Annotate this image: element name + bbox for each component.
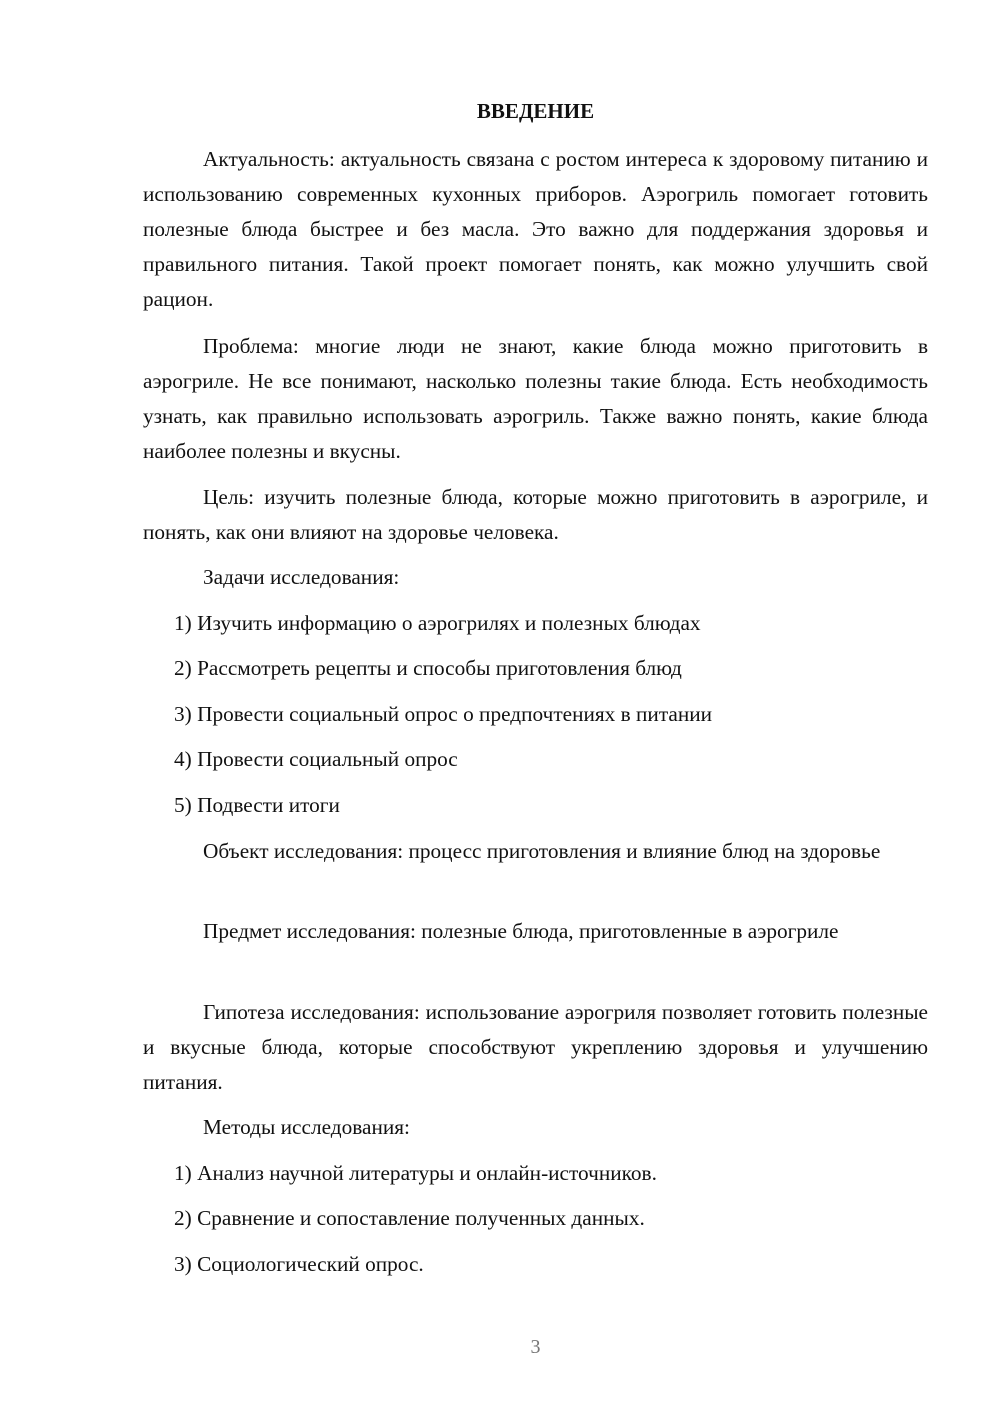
problem-paragraph: Проблема: многие люди не знают, какие блюда можно приготовить в аэрогриле. Не все понимают, насколько полезны такие блюда. Есть необходимость узнать, как правильно использовать аэрогриль. Также важно понять, какие блюда наиболее полезны и вкусны. (143, 334, 928, 463)
tasks-label: Задачи исследования: (203, 565, 400, 589)
task-item: 5) Подвести итоги (174, 793, 340, 817)
task-item: 1) Изучить информацию о аэрогрилях и полезных блюдах (174, 611, 701, 635)
object-paragraph: Объект исследования: процесс приготовления и влияние блюд на здоровье (203, 839, 881, 863)
method-item: 3) Социологический опрос. (174, 1252, 424, 1276)
section-title: ВВЕДЕНИЕ (476, 99, 595, 123)
relevance-paragraph: Актуальность: актуальность связана с ростом интереса к здоровому питанию и использованию современных кухонных приборов. Аэрогриль помогает готовить полезные блюда быстрее и без масла. Это важно для поддержания здоровья и правильного питания. Такой проект помогает понять, как можно улучшить свой рацион. (143, 147, 928, 311)
task-item: 4) Провести социальный опрос (174, 747, 458, 771)
document-page (143, 0, 928, 1414)
task-item: 2) Рассмотреть рецепты и способы приготовления блюд (174, 656, 682, 680)
hypothesis-paragraph: Гипотеза исследования: использование аэрогриля позволяет готовить полезные и вкусные блюда, которые способствуют укреплению здоровья и улучшению питания. (143, 1000, 928, 1094)
method-item: 1) Анализ научной литературы и онлайн-источников. (174, 1161, 657, 1185)
method-item: 2) Сравнение и сопоставление полученных данных. (174, 1206, 645, 1230)
subject-paragraph: Предмет исследования: полезные блюда, приготовленные в аэрогриле (203, 919, 839, 943)
goal-paragraph: Цель: изучить полезные блюда, которые можно приготовить в аэрогриле, и понять, как они влияют на здоровье человека. (143, 485, 928, 544)
task-item: 3) Провести социальный опрос о предпочтениях в питании (174, 702, 713, 726)
methods-label: Методы исследования: (203, 1115, 410, 1139)
page-number: 3 (530, 1336, 541, 1358)
